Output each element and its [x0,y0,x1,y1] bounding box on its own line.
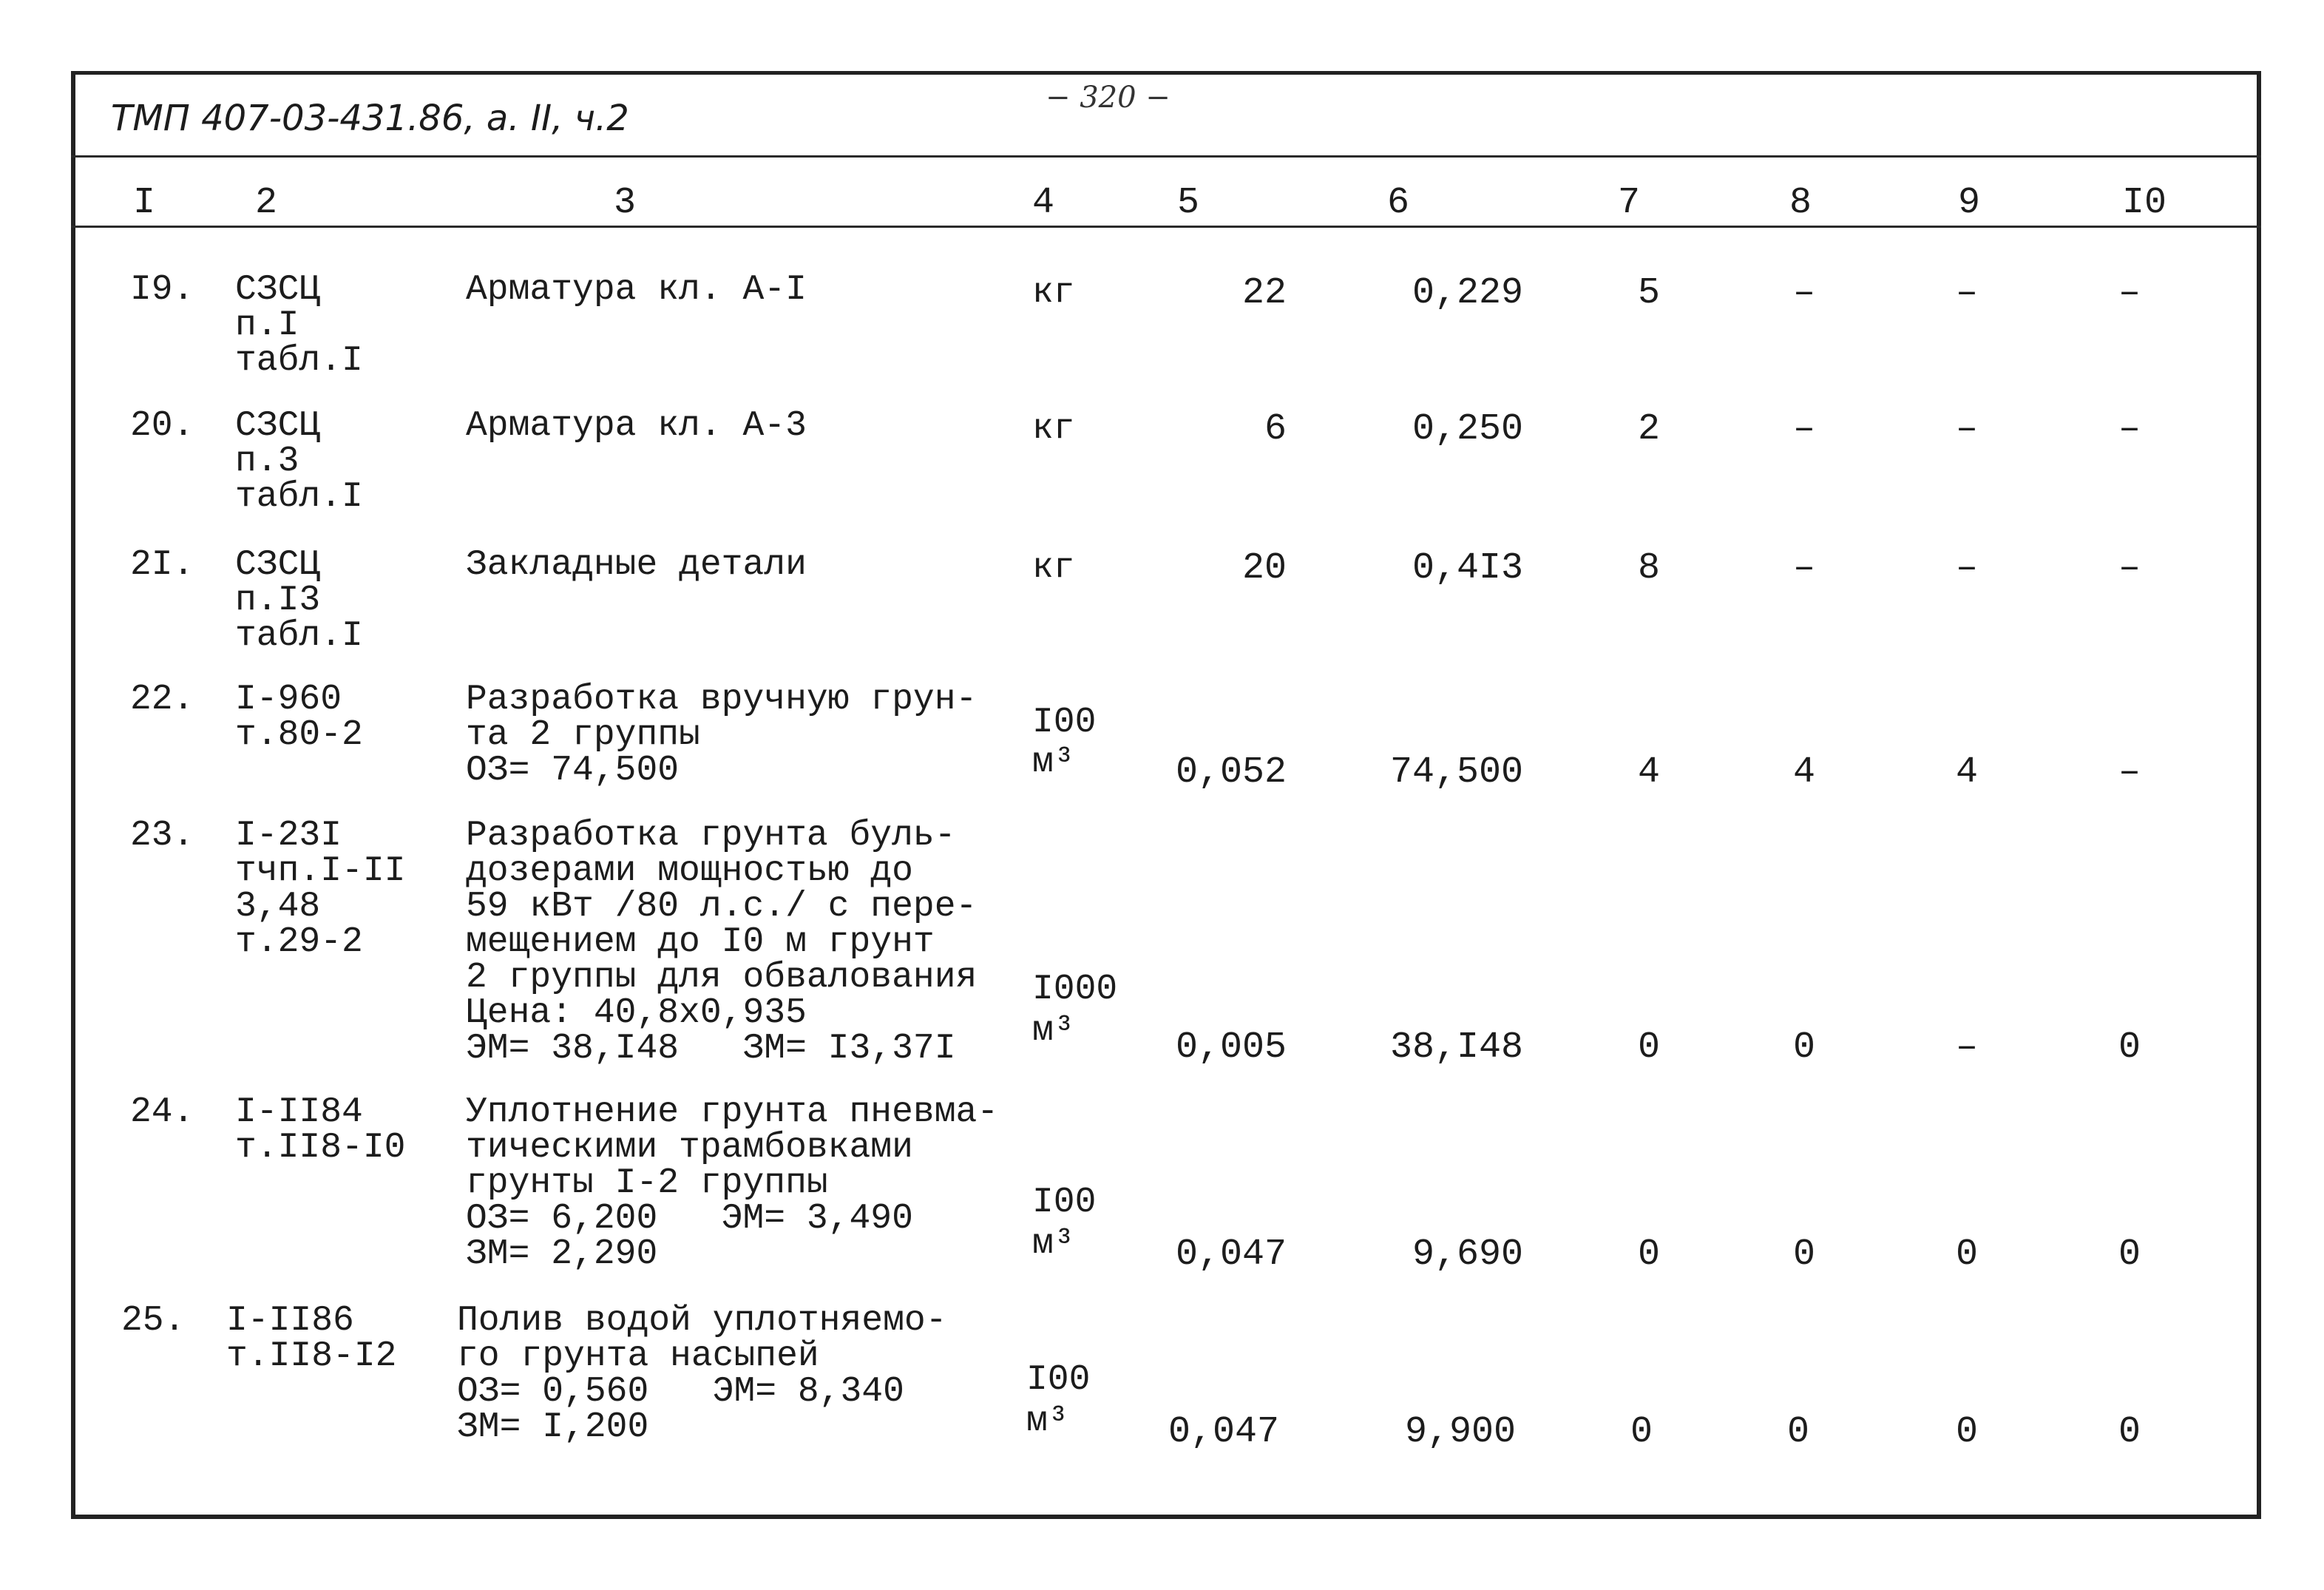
unit: кг [1032,409,1075,449]
column-7-value: 8 [1637,547,1660,589]
column-7-value: 0 [1637,1234,1660,1276]
quantity: 0,047 [1175,1234,1287,1276]
column-7-value: 0 [1630,1411,1653,1453]
norm-reference: СЗСЦ п.3 табл.I [235,406,363,517]
column-header: 4 [1032,182,1055,224]
column-10-value: 0 [2118,1026,2141,1069]
column-8-value: 0 [1786,1411,1809,1453]
norm-reference: I-23I тчп.I-II 3,48 т.29-2 [235,816,406,962]
unit: I00 м³ [1026,1360,1091,1441]
work-description: Закладные детали [466,545,807,585]
unit-price: 38,I48 [1389,1026,1523,1069]
column-10-value: – [2118,751,2141,794]
work-description: Арматура кл. А-3 [466,406,807,446]
page-number: − 320 − [1046,81,1171,115]
document-code: ТМП 407-03-431.86, а. II, ч.2 [111,98,629,139]
row-number: 2I. [130,545,194,585]
column-header: 6 [1387,182,1410,224]
column-header: 5 [1177,182,1200,224]
column-9-value: 0 [1955,1234,1978,1276]
unit-price: 0,250 [1412,408,1523,450]
quantity: 20 [1241,547,1287,589]
quantity: 6 [1264,408,1287,450]
column-9-value: – [1955,408,1978,450]
column-9-value: 4 [1955,751,1978,794]
quantity: 0,047 [1168,1411,1279,1453]
column-8-value: 0 [1792,1234,1815,1276]
column-header: I [133,182,156,224]
column-10-value: – [2118,408,2141,450]
unit-price: 74,500 [1389,751,1523,794]
column-header-divider [71,226,2261,228]
work-description: Уплотнение грунта пневма- тическими трамбовками грунты I-2 группы ОЗ= 6,200 ЭМ= 3,490 ЗМ= 2,290 [466,1092,999,1274]
row-number: 24. [130,1092,194,1132]
column-7-value: 0 [1637,1026,1660,1069]
column-7-value: 4 [1637,751,1660,794]
quantity: 0,052 [1175,751,1287,794]
norm-reference: I-II86 т.II8-I2 [226,1301,397,1376]
column-10-value: 0 [2118,1234,2141,1276]
unit-price: 9,690 [1412,1234,1523,1276]
unit-price: 0,229 [1412,272,1523,314]
row-number: I9. [130,270,194,310]
column-8-value: – [1792,272,1815,314]
unit: I000 м³ [1032,970,1118,1051]
norm-reference: I-II84 т.II8-I0 [235,1092,406,1168]
column-9-value: 0 [1955,1411,1978,1453]
column-header: 3 [614,182,637,224]
unit-price: 0,4I3 [1412,547,1523,589]
column-9-value: – [1955,1026,1978,1069]
column-8-value: 4 [1792,751,1815,794]
work-description: Полив водой уплотняемо- го грунта насыпей ОЗ= 0,560 ЭМ= 8,340 ЗМ= I,200 [457,1301,947,1447]
column-8-value: – [1792,408,1815,450]
unit: кг [1032,548,1075,588]
column-9-value: – [1955,272,1978,314]
column-10-value: – [2118,547,2141,589]
norm-reference: СЗСЦ п.I табл.I [235,270,363,381]
row-number: 23. [130,816,194,856]
norm-reference: I-960 т.80-2 [235,680,363,755]
quantity: 22 [1241,272,1287,314]
column-header: 9 [1958,182,1981,224]
column-header: 2 [255,182,278,224]
unit: I00 м³ [1032,703,1097,782]
column-10-value: – [2118,272,2141,314]
unit: кг [1032,273,1075,313]
column-8-value: – [1792,547,1815,589]
row-number: 20. [130,406,194,446]
header-divider [71,155,2261,158]
column-7-value: 2 [1637,408,1660,450]
quantity: 0,005 [1175,1026,1287,1069]
work-description: Разработка вручную грун- та 2 группы ОЗ= 74,500 [466,680,978,791]
row-number: 25. [121,1301,186,1341]
work-description: Арматура кл. А-I [466,270,807,310]
column-header: 7 [1618,182,1641,224]
column-7-value: 5 [1637,272,1660,314]
column-header: 8 [1789,182,1812,224]
column-10-value: 0 [2118,1411,2141,1453]
unit-price: 9,900 [1404,1411,1516,1453]
column-header: I0 [2122,182,2167,224]
work-description: Разработка грунта буль- дозерами мощностью до 59 кВт /80 л.с./ с пере- мещением до I0 м грунт 2 группы для обвалования Цена: 40,8х0,935 ЭМ= 38,I48 ЗМ= I3,37I [466,816,978,1069]
unit: I00 м³ [1032,1183,1097,1264]
row-number: 22. [130,680,194,720]
norm-reference: СЗСЦ п.I3 табл.I [235,545,363,656]
column-9-value: – [1955,547,1978,589]
column-8-value: 0 [1792,1026,1815,1069]
